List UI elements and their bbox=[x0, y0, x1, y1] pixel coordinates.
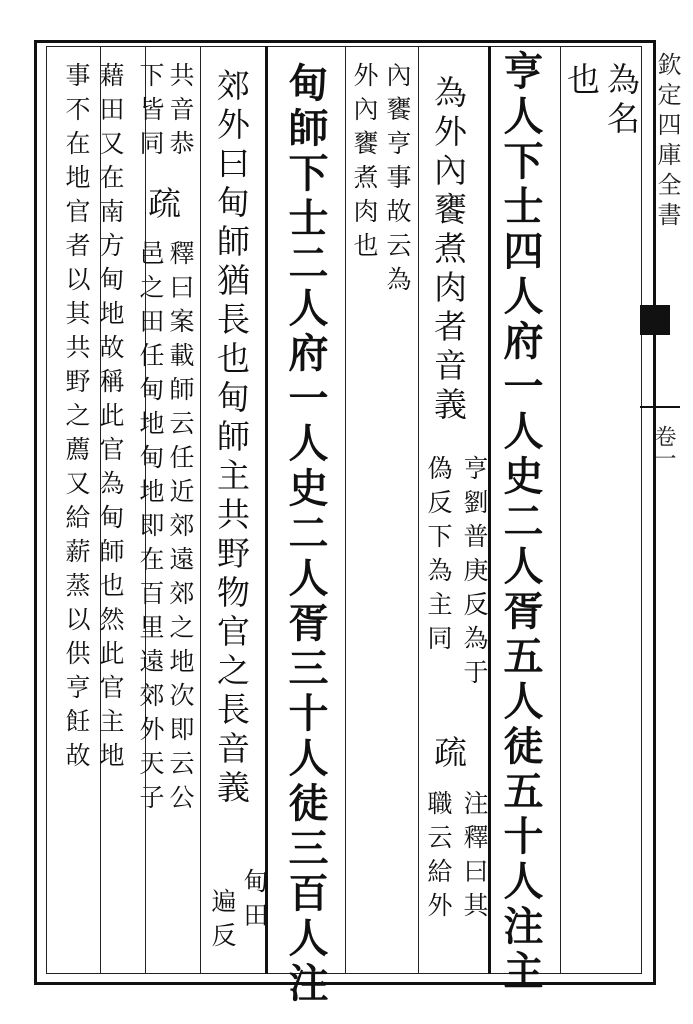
annotation-column: 遍反 bbox=[208, 888, 237, 956]
annotation-column: 邑之田任甸地甸地即在百里遠郊外天子 bbox=[136, 240, 165, 818]
shu-marker: 疏 bbox=[143, 186, 182, 225]
column-rule bbox=[418, 46, 419, 974]
annotation-column: 事不在地官者以其共野之薦又給薪蒸以供亨飪故 bbox=[62, 62, 91, 776]
annotation-column: 職云給外 bbox=[424, 790, 453, 926]
text-column-main: 亨人下士四人府一人史二人胥五人徒五十人注主 bbox=[497, 50, 544, 995]
fold-divider bbox=[640, 406, 680, 408]
text-column: 也 bbox=[562, 62, 601, 101]
annotation-column: 偽反下為主同 bbox=[424, 455, 453, 659]
annotation-column: 甸田 bbox=[240, 868, 269, 936]
fold-fishtail-mark bbox=[640, 305, 670, 335]
annotation-column: 亨劉普庚反為于 bbox=[460, 455, 489, 693]
annotation-column: 藉田又在南方甸地故稱此官為甸師也然此官主地 bbox=[96, 62, 125, 776]
annotation-column: 注釋曰其 bbox=[460, 790, 489, 926]
annotation-column: 下皆同 bbox=[136, 62, 165, 164]
annotation-column: 釋曰案載師云任近郊遠郊之地次即云公 bbox=[166, 240, 195, 818]
annotation-column: 外內饔煮肉也 bbox=[350, 62, 379, 266]
column-rule bbox=[265, 46, 268, 974]
margin-volume-mark: 卷一 bbox=[651, 425, 676, 469]
column-rule bbox=[345, 46, 346, 974]
margin-book-title: 欽定四庫全書 bbox=[653, 52, 681, 232]
text-column: 為名 bbox=[602, 62, 641, 140]
text-column: 郊外曰甸師猶長也甸師主共野物官之長音義 bbox=[212, 68, 251, 809]
column-rule bbox=[200, 46, 201, 974]
shu-marker: 疏 bbox=[429, 735, 468, 774]
column-rule bbox=[560, 46, 561, 974]
text-column: 為外內饔煮肉者音義 bbox=[429, 75, 468, 426]
annotation-column: 共音恭 bbox=[166, 62, 195, 164]
annotation-column: 內饔亨事故云為 bbox=[383, 62, 412, 300]
text-column-main: 甸師下士二人府一人史二人胥三十人徒三百人注 bbox=[282, 62, 329, 1007]
